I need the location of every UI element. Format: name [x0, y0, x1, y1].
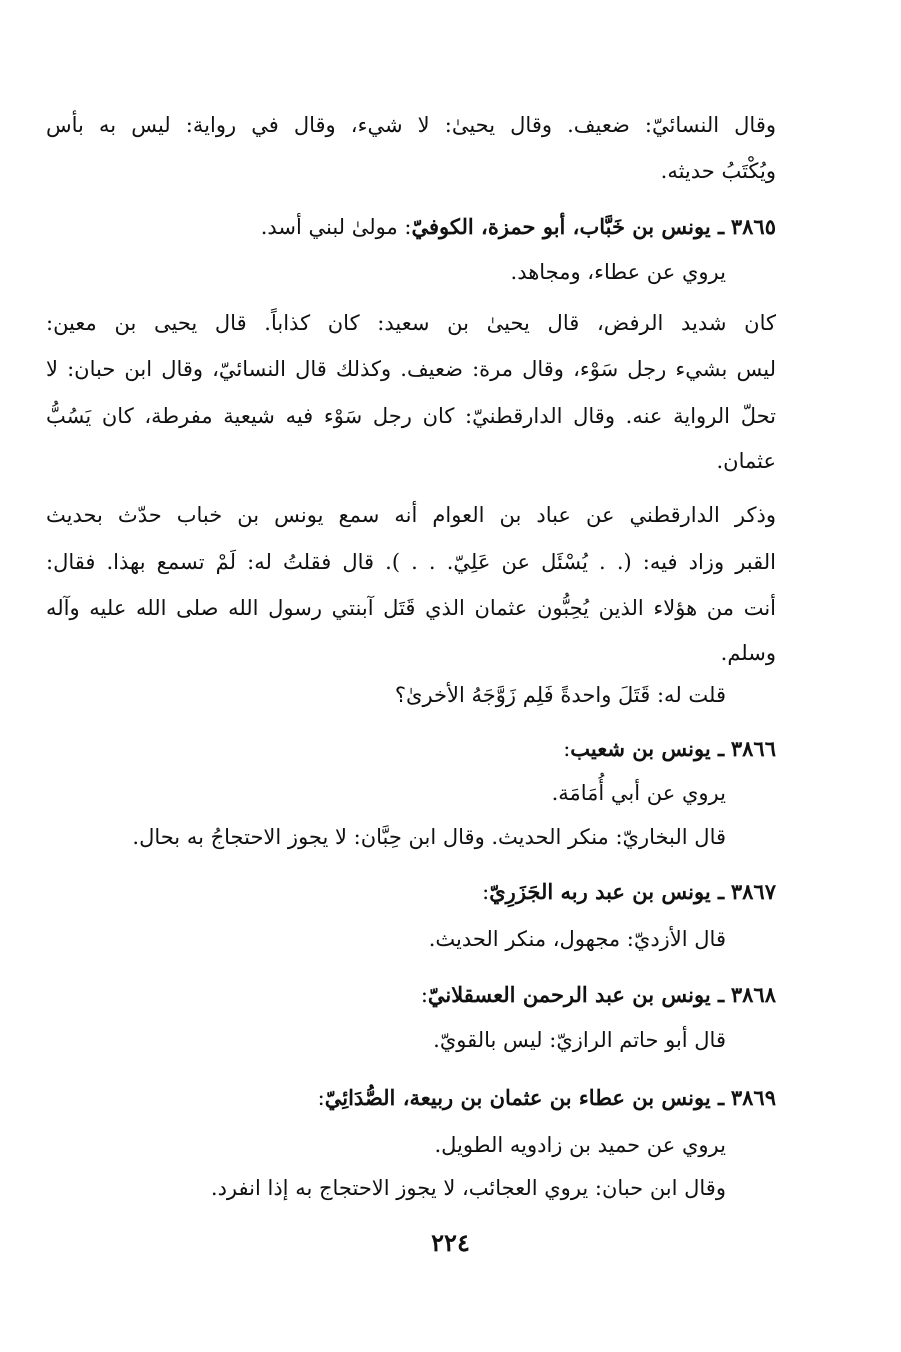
text-line: قال أبو حاتم الرازيّ: ليس بالقويّ. [433, 1028, 726, 1052]
text-line: ليس بشيء رجل سَوْء، وقال مرة: ضعيف. وكذلك قال النسائيّ، وقال ابن حبان: لا [46, 357, 776, 381]
entry-number: ٣٨٦٩ [730, 1085, 776, 1110]
entry-number: ٣٨٦٨ [730, 982, 776, 1007]
text-line: ويُكْتَبُ حديثه. [660, 159, 776, 183]
entry-name: ـ يونس بن عطاء بن عثمان بن ربيعة، الصُّدَائِيّ [324, 1085, 725, 1110]
entry-heading-3867 [482, 877, 776, 907]
entry-name: ـ يونس بن عبد الرحمن العسقلانيّ [427, 982, 725, 1007]
text-line: قال الأزديّ: مجهول، منكر الحديث. [428, 927, 726, 951]
entry-name: ـ يونس بن عبد ربه الجَزَرِيّ [489, 879, 725, 904]
text-line: قال البخاريّ: منكر الحديث. وقال ابن حِبَّان: لا يجوز الاحتجاجُ به بحال. [132, 825, 726, 849]
entry-heading-3869 [318, 1083, 776, 1113]
text-line: كان شديد الرفض، قال يحيىٰ بن سعيد: كان كذاباً. قال يحيى بن معين: [46, 311, 776, 335]
entry-heading-3868 [421, 980, 776, 1010]
entry-rest: : مولىٰ لبني أسد. [260, 215, 412, 239]
text-line: يروي عن حميد بن زادويه الطويل. [434, 1133, 726, 1157]
entry-rest: : [420, 983, 428, 1007]
text-line: عثمان. [716, 449, 776, 473]
text-line: وذكر الدارقطني عن عباد بن العوام أنه سمع يونس بن خباب حدّث بحديث [46, 503, 776, 527]
entry-number: ٣٨٦٦ [730, 736, 776, 761]
entry-name: ـ يونس بن خَبَّاب، أبو حمزة، الكوفيّ [411, 214, 725, 239]
entry-heading-3865 [261, 212, 776, 242]
text-line: قلت له: قَتَلَ واحدةً فَلِم زَوَّجَهُ الأخرىٰ؟ [394, 683, 726, 707]
text-line: يروي عن أبي أُمَامَة. [551, 781, 726, 805]
text-line: يروي عن عطاء، ومجاهد. [510, 260, 726, 284]
entry-rest: : [482, 880, 490, 904]
entry-name: ـ يونس بن شعيب [570, 736, 725, 761]
text-line: وقال النسائيّ: ضعيف. وقال يحيىٰ: لا شيء، وقال في رواية: ليس به بأس [46, 113, 776, 137]
entry-rest: : [563, 737, 571, 761]
page-number: ٢٢٤ [431, 1228, 470, 1257]
entry-rest: : [317, 1086, 325, 1110]
entry-number: ٣٨٦٧ [730, 879, 776, 904]
entry-number: ٣٨٦٥ [730, 214, 776, 239]
text-line: القبر وزاد فيه: (. . يُسْئَل عن عَلِيّ. . . ). قال فقلتُ له: لَمْ تسمع بهذا. فقال: [46, 550, 776, 574]
text-line: أنت من هؤلاء الذين يُحِبُّون عثمان الذي قَتَل آبنتي رسول الله صلى الله عليه وآله [46, 596, 776, 620]
text-line: وقال ابن حبان: يروي العجائب، لا يجوز الاحتجاج به إذا انفرد. [210, 1176, 726, 1200]
text-line: وسلم. [720, 641, 776, 665]
entry-heading-3866 [563, 734, 776, 764]
text-line: تحلّ الرواية عنه. وقال الدارقطنيّ: كان رجل سَوْء فيه شيعية مفرطة، كان يَسُبُّ [46, 404, 776, 428]
